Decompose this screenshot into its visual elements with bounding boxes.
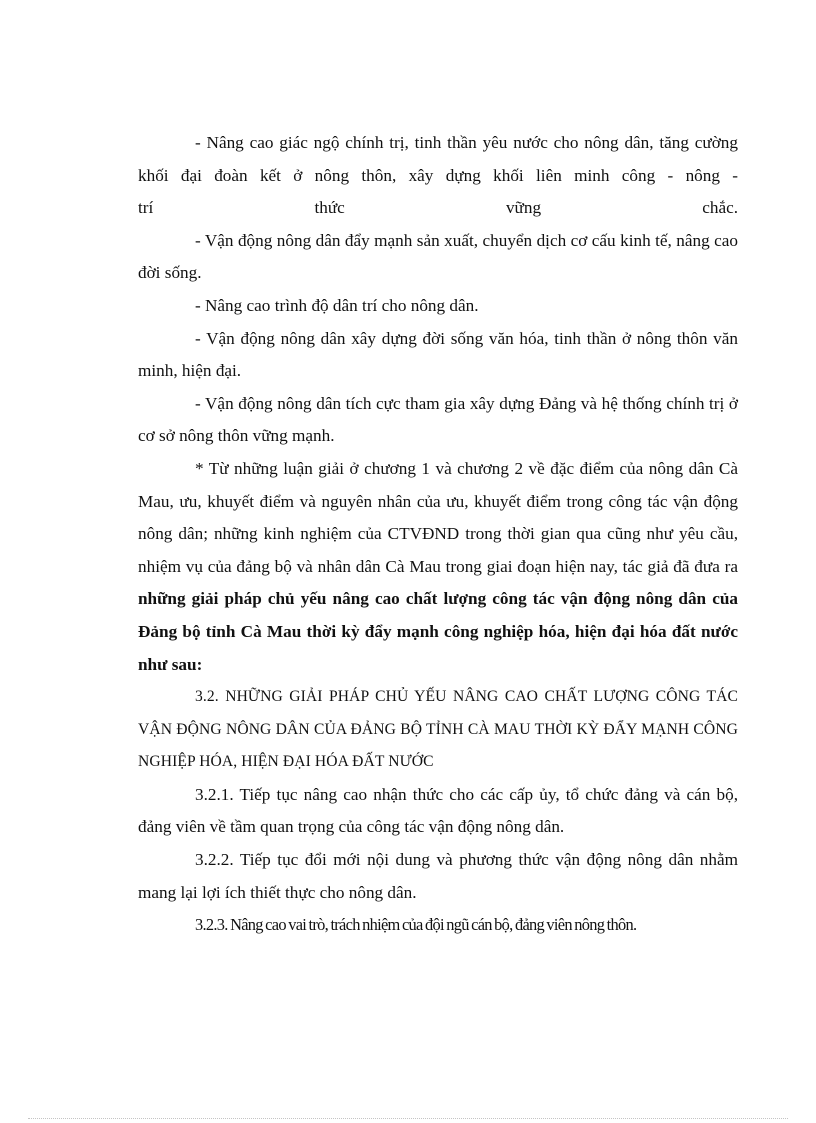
paragraph-education: - Nâng cao trình độ dân trí cho nông dân. — [195, 295, 479, 315]
paragraph-summary — [138, 453, 738, 681]
summary-text: * Từ những luận giải ở chương 1 và chương 2 về đặc điểm của nông dân Cà Mau, ưu, khuyết điểm và nguyên nhân của ưu, khuyết điểm trong công tác vận động nông dân; những kinh nghiệm của CTVĐND trong thời gian qua cũng như yêu cầu, nhiệm vụ của đảng bộ và nhân dân Cà Mau trong giai đoạn hiện nay, tác giả đã đưa ra — [138, 458, 738, 576]
subsection-3-2-1: 3.2.1. Tiếp tục nâng cao nhận thức cho các cấp ủy, tổ chức đảng và cán bộ, đảng viên về tầm quan trọng của công tác vận động nông dân. — [138, 784, 738, 837]
paragraph-production: - Vận động nông dân đẩy mạnh sản xuất, chuyển dịch cơ cấu kinh tế, nâng cao đời sống. — [138, 230, 738, 283]
footer-divider — [28, 1118, 788, 1119]
paragraph-party-building: - Vận động nông dân tích cực tham gia xây dựng Đảng và hệ thống chính trị ở cơ sở nông thôn vững mạnh. — [138, 393, 738, 446]
subsection-3-2-2: 3.2.2. Tiếp tục đổi mới nội dung và phương thức vận động nông dân nhằm mang lại lợi ích thiết thực cho nông dân. — [138, 850, 738, 902]
paragraph-text: - Nâng cao giác ngộ chính trị, tinh thần yêu nước cho nông dân, tăng cường khối đại đoàn kết ở nông thôn, xây dựng khối liên minh công - nông - — [138, 133, 738, 185]
summary-bold-text: những giải pháp chủ yếu nâng cao chất lượng công tác vận động nông dân của Đảng bộ tỉnh Cà Mau thời kỳ đẩy mạnh công nghiệp hóa, hiện đại hóa đất nước như sau: — [138, 589, 738, 674]
paragraph-political-awareness — [138, 127, 738, 192]
paragraph-culture: - Vận động nông dân xây dựng đời sống văn hóa, tinh thần ở nông thôn văn minh, hiện đại. — [138, 328, 738, 381]
paragraph-political-awareness-end — [138, 192, 738, 225]
subsection-3-2-3: 3.2.3. Nâng cao vai trò, trách nhiệm của đội ngũ cán bộ, đảng viên nông thôn. — [195, 915, 637, 935]
body-text — [138, 127, 738, 942]
section-heading-3-2: 3.2. NHỮNG GIẢI PHÁP CHỦ YẾU NÂNG CAO CHẤT LƯỢNG CÔNG TÁC VẬN ĐỘNG NÔNG DÂN CỦA ĐẢNG BỘ TỈNH CÀ MAU THỜI KỲ ĐẨY MẠNH CÔNG NGHIỆP HÓA, HIỆN ĐẠI HÓA ĐẤT NƯỚC — [138, 688, 738, 771]
paragraph-text: trí thức vững chắc. — [138, 198, 738, 218]
